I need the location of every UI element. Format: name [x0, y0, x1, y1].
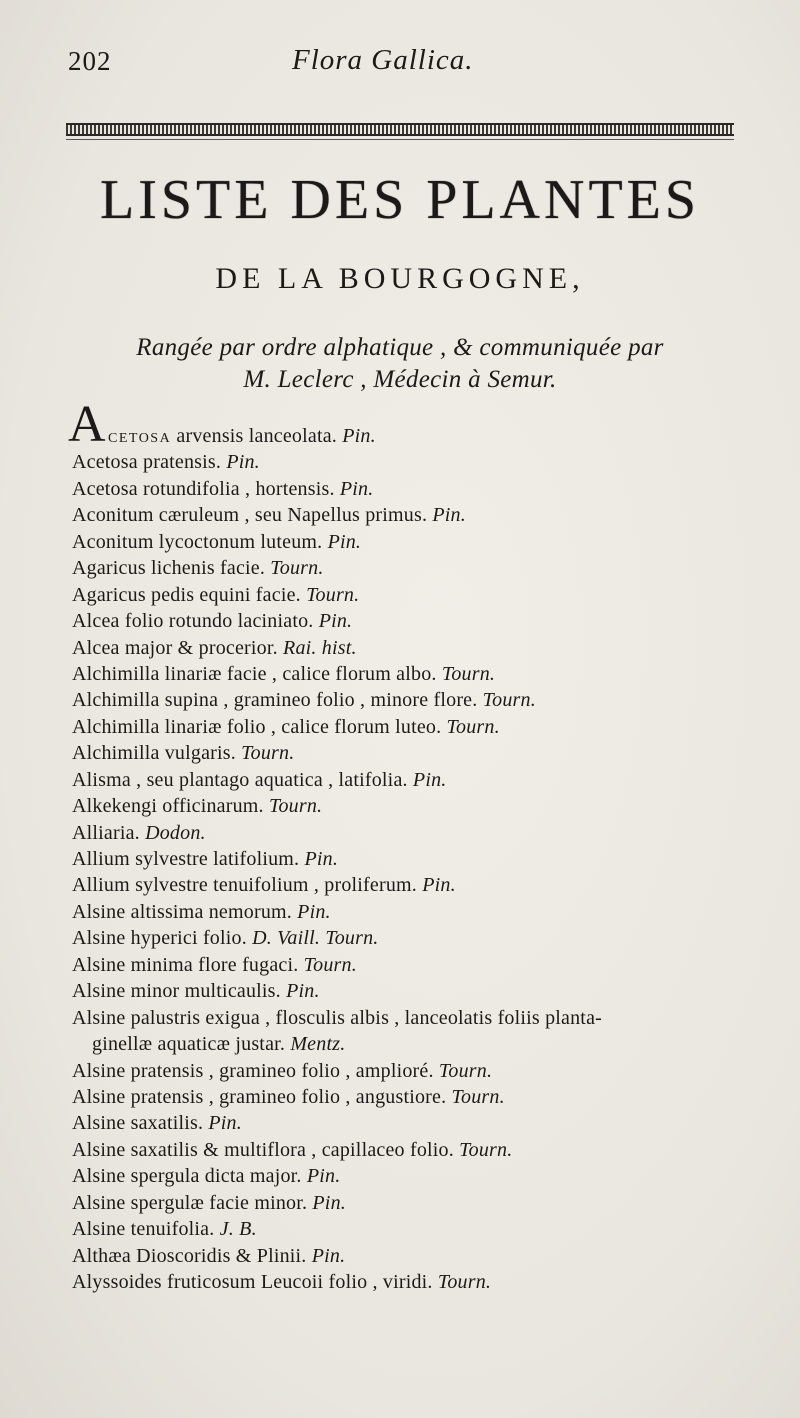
entry-author: Pin.: [286, 980, 320, 1003]
entry-text: Alchimilla linariæ folio , calice florum luteo.: [72, 715, 447, 738]
entry-author: Pin.: [312, 1191, 346, 1214]
entry-text: Alchimilla linariæ facie , calice florum albo.: [72, 662, 442, 685]
running-title: Flora Gallica.: [292, 44, 474, 76]
entry-text: Alliaria.: [72, 821, 146, 844]
list-item: [72, 529, 762, 555]
entry-author: Tourn.: [437, 1271, 492, 1293]
rule-underline: [66, 139, 734, 140]
entry-text: Aconitum cæruleum , seu Napellus primus.: [72, 504, 433, 527]
entry-text: Althæa Dioscoridis & Plinii.: [72, 1244, 312, 1267]
list-item: [72, 661, 762, 687]
entry-author: Tourn.: [459, 1138, 513, 1161]
entry-author: Tourn.: [241, 742, 295, 765]
attribution: [66, 332, 734, 396]
drop-cap: A: [68, 396, 106, 453]
entry-author: Pin.: [297, 900, 331, 923]
attribution-line-2: M. Leclerc , Médecin à Semur.: [243, 366, 557, 393]
entry-text: Alkekengi officinarum.: [72, 795, 269, 818]
entry-author: Pin.: [412, 768, 447, 791]
entry-author: Tourn.: [438, 1059, 493, 1082]
entry-text: Allium sylvestre latifolium.: [72, 848, 305, 870]
list-item: [72, 1110, 762, 1136]
entry-text: Alsine minima flore fugaci.: [72, 953, 304, 976]
entry-text: Agaricus pedis equini facie.: [72, 583, 307, 606]
entry-text: Allium sylvestre tenuifolium , proliferum.: [72, 874, 423, 897]
entry-author: Pin.: [306, 1165, 341, 1188]
entry-text: Alsine altissima nemorum.: [72, 900, 298, 923]
entry-author: Pin.: [208, 1112, 242, 1135]
entry-author: Pin.: [311, 1244, 346, 1267]
entry-text: Aconitum lycoctonum luteum.: [72, 530, 328, 553]
entry-author: J. B.: [219, 1218, 257, 1241]
list-item: [72, 1084, 762, 1110]
list-item: [72, 449, 762, 475]
list-item: [72, 846, 762, 872]
entry-author: Dodon.: [145, 821, 206, 844]
entry-text: Alchimilla supina , gramineo folio , minore flore.: [72, 689, 483, 712]
entry-text: Alisma , seu plantago aquatica , latifolia.: [72, 768, 413, 791]
list-item: [72, 1058, 762, 1084]
entry-text: arvensis lanceolata.: [171, 425, 343, 447]
list-item: [72, 899, 762, 925]
list-item: [72, 1163, 762, 1189]
entry-author: Pin.: [318, 610, 353, 633]
ornamental-rule: [66, 123, 734, 136]
list-item: [72, 925, 762, 951]
entry-text: Alsine saxatilis.: [72, 1112, 209, 1135]
list-item: [72, 952, 762, 978]
entry-author: Pin.: [304, 848, 339, 870]
plant-list: [68, 396, 762, 1295]
list-item: [72, 476, 762, 502]
list-item: [72, 793, 762, 819]
entry-text: Agaricus lichenis facie.: [72, 557, 271, 580]
list-item: [72, 608, 762, 634]
entry-text: Alsine spergulæ facie minor.: [72, 1191, 313, 1214]
section-subtitle: DE LA BOURGOGNE,: [215, 262, 585, 295]
entry-text: Alyssoides fruticosum Leucoii folio , viridi.: [72, 1271, 438, 1293]
entry-author: Rai. hist.: [283, 636, 357, 659]
entry-author: Tourn.: [441, 662, 496, 685]
entry-author: Pin.: [432, 504, 466, 527]
entry-author: Mentz.: [290, 1033, 346, 1056]
entry-text: Alsine hyperici folio.: [72, 927, 253, 950]
entry-text: Alsine tenuifolia.: [72, 1218, 220, 1241]
entry-text: Alsine pratensis , gramineo folio , amplioré.: [72, 1059, 439, 1082]
entry-text: Alsine saxatilis & multiflora , capillaceo folio.: [72, 1138, 460, 1161]
entry-author: Tourn.: [451, 1085, 505, 1108]
entry-text: Acetosa pratensis.: [72, 451, 227, 474]
list-item: [72, 1243, 762, 1269]
entry-text: Alsine minor multicaulis.: [72, 980, 287, 1003]
attribution-line-1: Rangée par ordre alphatique , & communiquée par: [136, 334, 664, 361]
entry-text: Alsine pratensis , gramineo folio , angustiore.: [72, 1085, 452, 1108]
entry-author: D. Vaill. Tourn.: [252, 927, 379, 950]
list-item: [72, 740, 762, 766]
list-item: [72, 978, 762, 1004]
page-number: 202: [68, 46, 112, 76]
entry-text: ginellæ aquaticæ justar.: [92, 1033, 291, 1056]
entry-text: Alsine palustris exigua , flosculis albis , lanceolatis foliis planta-: [72, 1006, 603, 1029]
list-item: [72, 1269, 762, 1295]
list-item: [72, 582, 762, 608]
list-item: [68, 396, 762, 453]
running-head: [0, 44, 800, 84]
list-item: [72, 687, 762, 713]
entry-author: Tourn.: [268, 795, 323, 818]
list-item: [72, 635, 762, 661]
entry-text: Alcea folio rotundo laciniato.: [72, 610, 319, 633]
entry-author: Pin.: [422, 874, 456, 897]
entry-small-caps: CETOSA: [108, 431, 172, 446]
list-item: [72, 1137, 762, 1163]
entry-author: Tourn.: [306, 583, 360, 606]
list-item: [72, 820, 762, 846]
entry-text: Alcea major & procerior.: [72, 636, 284, 659]
entry-text: Acetosa rotundifolia , hortensis.: [72, 477, 340, 500]
entry-author: Pin.: [339, 477, 374, 500]
list-item: [72, 1190, 762, 1216]
section-title: LISTE DES PLANTES: [100, 169, 700, 231]
entry-author: Pin.: [327, 530, 362, 553]
entry-author: Pin.: [226, 451, 260, 474]
entry-text: Alsine spergula dicta major.: [72, 1165, 307, 1188]
list-item: [72, 767, 762, 793]
list-item: [72, 1005, 762, 1031]
list-item: [72, 1216, 762, 1242]
entry-author: Tourn.: [303, 953, 357, 976]
list-item: [72, 1031, 762, 1057]
entry-author: Pin.: [342, 425, 376, 447]
list-item: [72, 502, 762, 528]
list-item: [72, 872, 762, 898]
entry-author: Tourn.: [270, 557, 324, 580]
entry-author: Tourn.: [446, 715, 500, 738]
entry-author: Tourn.: [482, 689, 536, 712]
list-item: [72, 714, 762, 740]
entry-text: Alchimilla vulgaris.: [72, 742, 242, 765]
list-item: [72, 555, 762, 581]
